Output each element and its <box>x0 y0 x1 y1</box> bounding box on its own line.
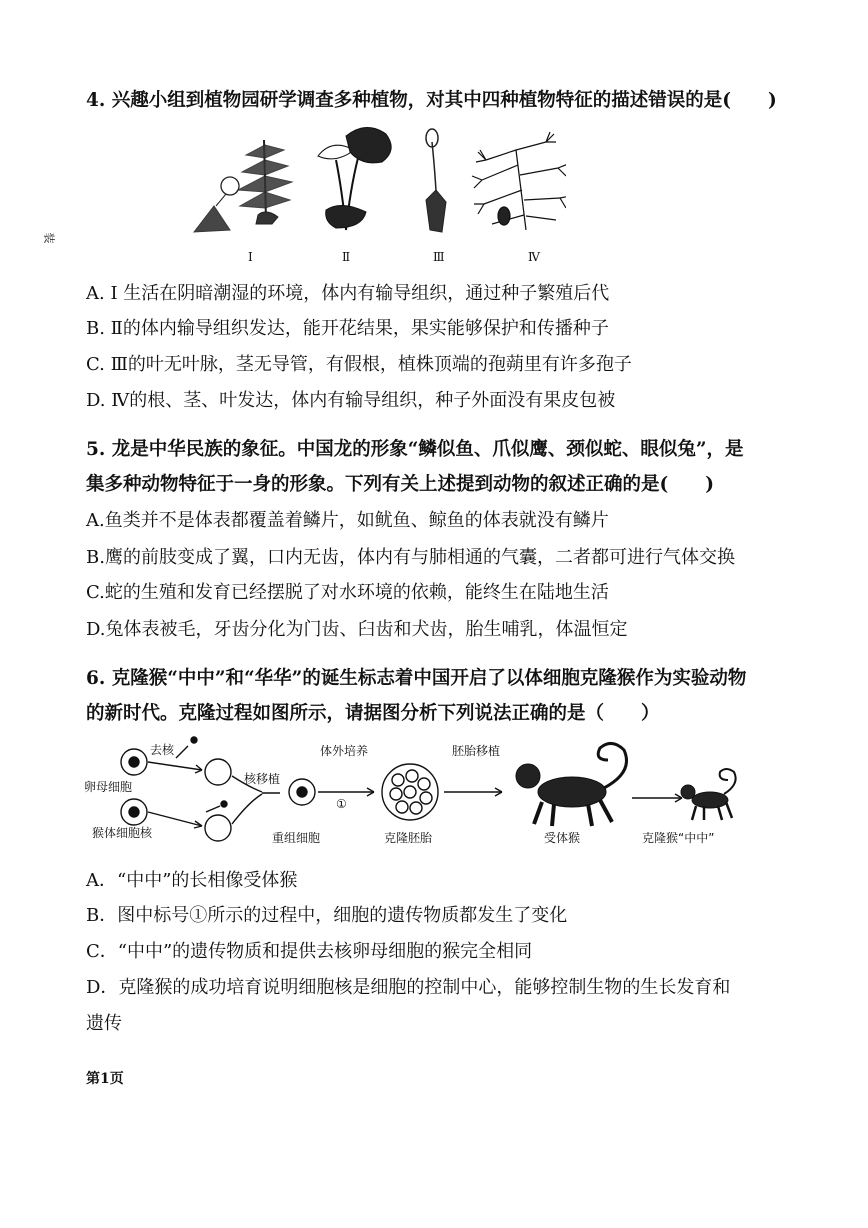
q6-stem-line2: 的新时代。克隆过程如图所示，请据图分析下列说法正确的是（ ） <box>86 703 660 724</box>
q5-option-d: D.兔体表被毛，牙齿分化为门齿、臼齿和犬齿，胎生哺乳，体温恒定 <box>86 619 628 640</box>
label-somatic-nucleus: 猴体细胞核 <box>92 826 153 840</box>
q4-option-d: D. Ⅳ的根、茎、叶发达，体内有输导组织，种子外面没有果皮包被 <box>86 390 616 411</box>
recipient-monkey-icon <box>516 743 627 826</box>
flowering-plant-icon <box>318 127 391 230</box>
q5-option-b: B.鹰的前肢变成了翼，口内无齿，体内有与肺相通的气囊，二者都可进行气体交换 <box>86 547 735 568</box>
q4-stem: 4. 兴趣小组到植物园研学调查多种植物，对其中四种植物特征的描述错误的是( ) <box>86 90 777 111</box>
label-nuclear-transfer: 核移植 <box>244 772 281 786</box>
binding-margin-mark: 装 <box>42 232 56 244</box>
label-in-vitro-culture: 体外培养 <box>320 744 369 758</box>
moss-plant-icon <box>426 129 446 232</box>
label-embryo-transfer: 胚胎移植 <box>452 744 501 758</box>
q4-plant-figure <box>186 120 566 270</box>
q4-option-a: A. Ⅰ 生活在阴暗潮湿的环境，体内有输导组织，通过种子繁殖后代 <box>86 283 610 304</box>
figure-label-4: Ⅳ <box>528 250 540 264</box>
label-recipient-monkey: 受体猴 <box>544 831 581 845</box>
q5-option-c: C.蛇的生殖和发育已经摆脱了对水环境的依赖，能终生在陆地生活 <box>86 582 609 603</box>
figure-label-3: Ⅲ <box>433 250 445 264</box>
q6-option-d-cont: 遗传 <box>86 1013 122 1034</box>
q6-option-a: A．“中中”的长相像受体猴 <box>86 870 298 891</box>
q5-stem-line2: 集多种动物特征于一身的形象。下列有关上述提到动物的叙述正确的是( ) <box>86 474 715 495</box>
label-remove-nucleus: 去核 <box>150 743 175 757</box>
label-cloned-embryo: 克隆胚胎 <box>384 831 433 845</box>
cloned-monkey-icon <box>681 769 736 820</box>
label-step-mark: ① <box>336 797 347 811</box>
q6-option-c: C．“中中”的遗传物质和提供去核卵母细胞的猴完全相同 <box>86 941 533 962</box>
q4-option-b: B. Ⅱ的体内输导组织发达，能开花结果，果实能够保护和传播种子 <box>86 318 609 339</box>
q6-option-d: D．克隆猴的成功培育说明细胞核是细胞的控制中心，能够控制生物的生长发育和 <box>86 977 731 998</box>
q4-option-c: C. Ⅲ的叶无叶脉，茎无导管，有假根，植株顶端的孢蒴里有许多孢子 <box>86 354 632 375</box>
fern-plant-icon <box>194 140 292 232</box>
figure-label-2: Ⅱ <box>342 250 351 264</box>
q5-option-a: A.鱼类并不是体表都覆盖着鳞片，如鱿鱼、鲸鱼的体表就没有鳞片 <box>86 510 609 531</box>
figure-label-1: Ⅰ <box>248 250 253 264</box>
label-recombinant-cell: 重组细胞 <box>272 831 321 845</box>
q6-stem-line1: 6. 克隆猴“中中”和“华华”的诞生标志着中国开启了以体细胞克隆猴作为实验动物 <box>86 668 747 689</box>
q5-stem-line1: 5. 龙是中华民族的象征。中国龙的形象“鳞似鱼、爪似鹰、颈似蛇、眼似兔”，是 <box>86 439 744 460</box>
q6-option-b: B．图中标号①所示的过程中，细胞的遗传物质都发生了变化 <box>86 905 568 926</box>
label-egg-cell: 卵母细胞 <box>84 780 133 794</box>
pine-plant-icon <box>472 132 566 230</box>
page-number: 第1页 <box>86 1071 124 1087</box>
label-cloned-monkey: 克隆猴“中中” <box>642 831 715 845</box>
